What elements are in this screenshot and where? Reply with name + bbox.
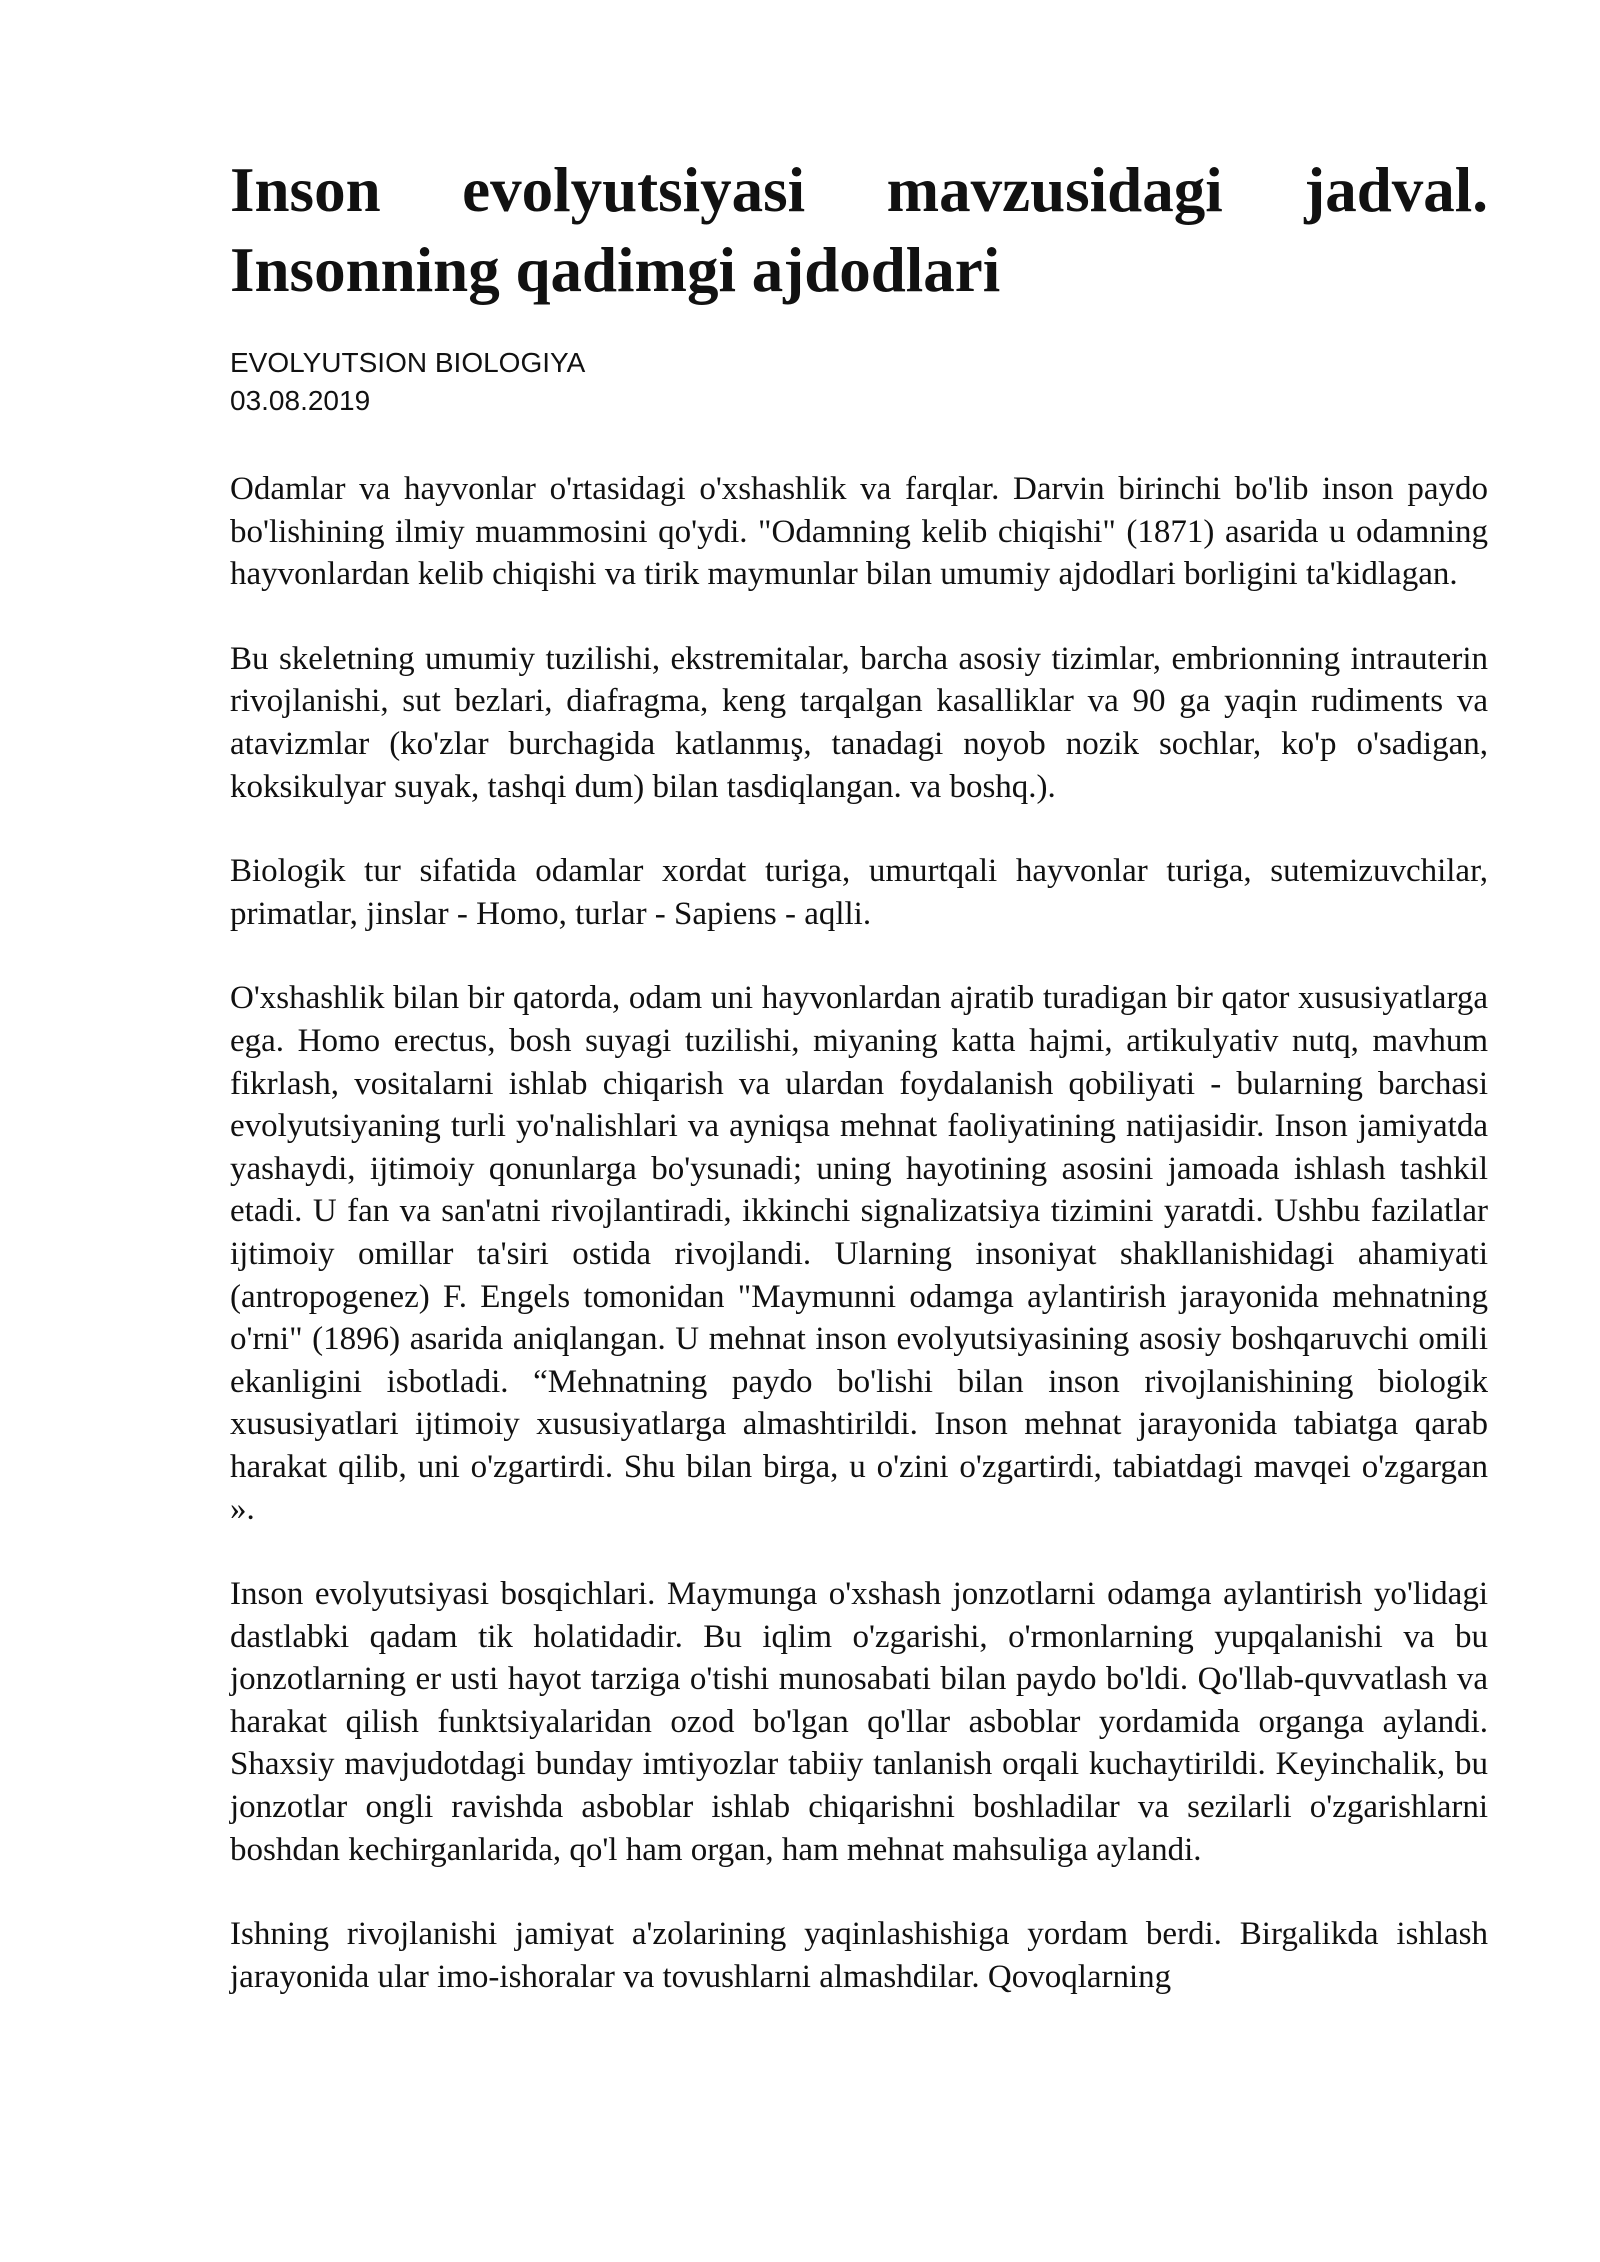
article-title-line-2: Insonning qadimgi ajdodlari xyxy=(230,235,1001,305)
article-meta xyxy=(230,344,1488,420)
paragraph-2: Bu skeletning umumiy tuzilishi, ekstremitalar, barcha asosiy tizimlar, embrionning intrauterin rivojlanishi, sut bezlari, diafragma, keng tarqalgan kasalliklar va 90 ga yaqin rudiments va atavizmlar (ko'zlar burchagida katlanmış, tanadagi noyob nozik sochlar, ko'p o'sadigan, koksikulyar suyak, tashqi dum) bilan tasdiqlangan. va boshq.). xyxy=(230,640,1488,805)
paragraph-5: Inson evolyutsiyasi bosqichlari. Maymunga o'xshash jonzotlarni odamga aylantirish yo'lidagi dastlabki qadam tik holatidadir. Bu iqlim o'zgarishi, o'rmonlarning yupqalanishi va bu jonzotlarning er usti hayot tarziga o'tishi munosabati bilan paydo bo'ldi. Qo'llab-quvvatlash va harakat qilish funktsiyalaridan ozod bo'lgan qo'llar asboblar yordamida organga aylandi. Shaxsiy mavjudotdagi bunday imtiyozlar tabiiy tanlanish orqali kuchaytirildi. Keyinchalik, bu jonzotlar ongli ravishda asboblar ishlab chiqarishni boshladilar va sezilarli o'zgarishlarni boshdan kechirganlarida, qo'l ham organ, ham mehnat mahsuliga aylandi. xyxy=(230,1576,1488,1868)
article-title xyxy=(230,150,1488,310)
paragraph-4: O'xshashlik bilan bir qatorda, odam uni hayvonlardan ajratib turadigan bir qator xususiyatlarga ega. Homo erectus, bosh suyagi tuzilishi, miyaning katta hajmi, artikulyativ nutq, mavhum fikrlash, vositalarni ishlab chiqarish va ulardan foydalanish qobiliyati - bularning barchasi evolyutsiyaning turli yo'nalishlari va ayniqsa mehnat faoliyatining natijasidir. Inson jamiyatda yashaydi, ijtimoiy qonunlarga bo'ysunadi; uning hayotining asosini jamoada ishlash tashkil etadi. U fan va san'atni rivojlantiradi, ikkinchi signalizatsiya tizimini yaratdi. Ushbu fazilatlar ijtimoiy omillar ta'siri ostida rivojlandi. Ularning insoniyat shakllanishidagi ahamiyati (antropogenez) F. Engels tomonidan "Maymunni odamga aylantirish jarayonida mehnatning o'rni" (1896) asarida aniqlangan. U mehnat inson evolyutsiyasining asosiy boshqaruvchi omili ekanligini isbotladi. “Mehnatning paydo bo'lishi bilan inson rivojlanishining biologik xususiyatlari ijtimoiy xususiyatlarga almashtirildi. Inson mehnat jarayonida tabiatga qarab harakat qilib, uni o'zgartirdi. Shu bilan birga, u o'zini o'zgartirdi, tabiatdagi mavqei o'zgargan ». xyxy=(230,980,1488,1528)
article-date: 03.08.2019 xyxy=(230,385,371,416)
article-title-line-1: Inson evolyutsiyasi mavzusidagi jadval. xyxy=(230,155,1488,225)
paragraph-1: Odamlar va hayvonlar o'rtasidagi o'xshashlik va farqlar. Darvin birinchi bo'lib inson paydo bo'lishining ilmiy muammosini qo'ydi. "Odamning kelib chiqishi" (1871) asarida u odamning hayvonlardan kelib chiqishi va tirik maymunlar bilan umumiy ajdodlari borligini ta'kidlagan. xyxy=(230,471,1488,593)
paragraph-3: Biologik tur sifatida odamlar xordat turiga, umurtqali hayvonlar turiga, sutemizuvchilar, primatlar, jinslar - Homo, turlar - Sapiens - aqlli. xyxy=(230,853,1488,932)
document-page xyxy=(230,150,1488,2040)
article-category: EVOLYUTSION BIOLOGIYA xyxy=(230,347,586,378)
paragraph-6: Ishning rivojlanishi jamiyat a'zolarining yaqinlashishiga yordam berdi. Birgalikda ishlash jarayonida ular imo-ishoralar va tovushlarni almashdilar. Qovoqlarning xyxy=(230,1916,1488,1995)
